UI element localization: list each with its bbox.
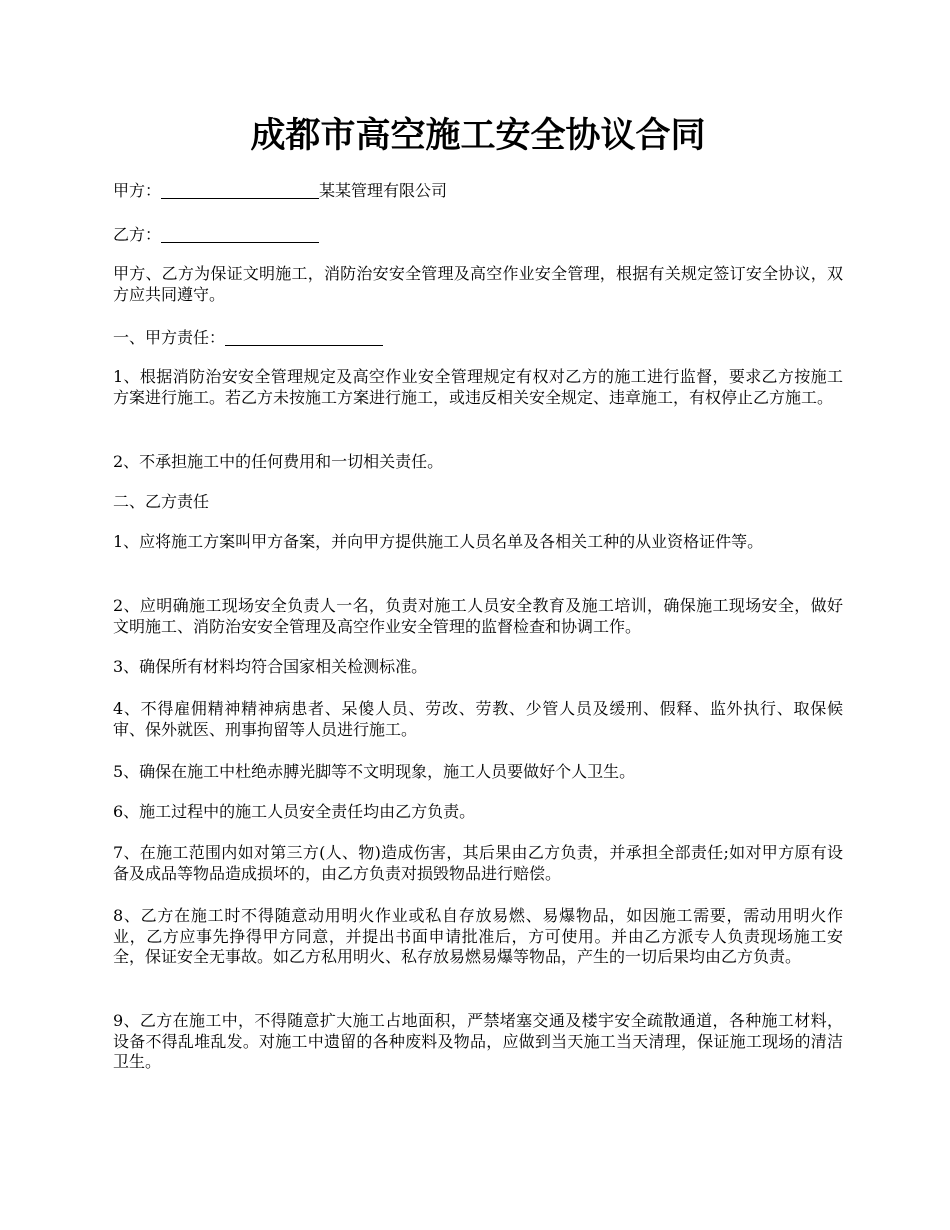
section-1-heading: 一、甲方责任：	[113, 328, 226, 347]
party-b-blank	[161, 226, 319, 243]
party-b-clause-8: 8、乙方在施工时不得随意动用明火作业或私自存放易燃、易爆物品，如因施工需要，需动用明火作业，乙方应事先挣得甲方同意，并提出书面申请批准后，方可使用。并由乙方派专人负责现场施工安全，保证安全无事故。如乙方私用明火、私存放易燃易爆等物品，产生的一切后果均由乙方负责。	[113, 906, 843, 966]
party-b-line	[113, 225, 843, 246]
party-b-clause-2: 2、应明确施工现场安全负责人一名，负责对施工人员安全教育及施工培训，确保施工现场安全，做好文明施工、消防治安安全管理及高空作业安全管理的监督检查和协调工作。	[113, 596, 843, 636]
section-2-heading: 二、乙方责任	[113, 492, 210, 511]
party-a-label: 甲方：	[113, 181, 162, 200]
party-b-clause-5: 5、确保在施工中杜绝赤膊光脚等不文明现象，施工人员要做好个人卫生。	[113, 762, 636, 781]
party-b-label: 乙方：	[113, 225, 162, 244]
document-title: 成都市高空施工安全协议合同	[250, 115, 706, 156]
party-a-clause-1: 1、根据消防治安安全管理规定及高空作业安全管理规定有权对乙方的施工进行监督，要求乙方按施工方案进行施工。若乙方未按施工方案进行施工，或违反相关安全规定、违章施工，有权停止乙方施工。	[113, 367, 843, 407]
section-1-blank	[225, 329, 383, 346]
party-b-clause-3: 3、确保所有材料均符合国家相关检测标准。	[113, 657, 428, 676]
party-a-line	[113, 181, 843, 202]
party-a-clause-2: 2、不承担施工中的任何费用和一切相关责任。	[113, 452, 444, 471]
party-b-clause-4: 4、不得雇佣精神精神病患者、呆傻人员、劳改、劳教、少管人员及缓刑、假释、监外执行、取保候审、保外就医、刑事拘留等人员进行施工。	[113, 699, 843, 739]
section-1-heading-line	[113, 328, 843, 349]
intro-paragraph: 甲方、乙方为保证文明施工，消防治安安全管理及高空作业安全管理，根据有关规定签订安全协议，双方应共同遵守。	[113, 264, 843, 304]
party-b-clause-1: 1、应将施工方案叫甲方备案，并向甲方提供施工人员名单及各相关工种的从业资格证件等。	[113, 532, 764, 551]
party-b-clause-7: 7、在施工范围内如对第三方(人、物)造成伤害，其后果由乙方负责，并承担全部责任;如对甲方原有设备及成品等物品造成损坏的，由乙方负责对损毁物品进行赔偿。	[113, 843, 843, 883]
party-a-blank	[161, 182, 319, 199]
party-a-value: 某某管理有限公司	[319, 181, 448, 200]
party-b-clause-9: 9、乙方在施工中，不得随意扩大施工占地面积，严禁堵塞交通及楼宇安全疏散通道，各种施工材料，设备不得乱堆乱发。对施工中遗留的各种废料及物品，应做到当天施工当天清理，保证施工现场的清洁卫生。	[113, 1011, 843, 1071]
party-b-clause-6: 6、施工过程中的施工人员安全责任均由乙方负责。	[113, 802, 476, 821]
